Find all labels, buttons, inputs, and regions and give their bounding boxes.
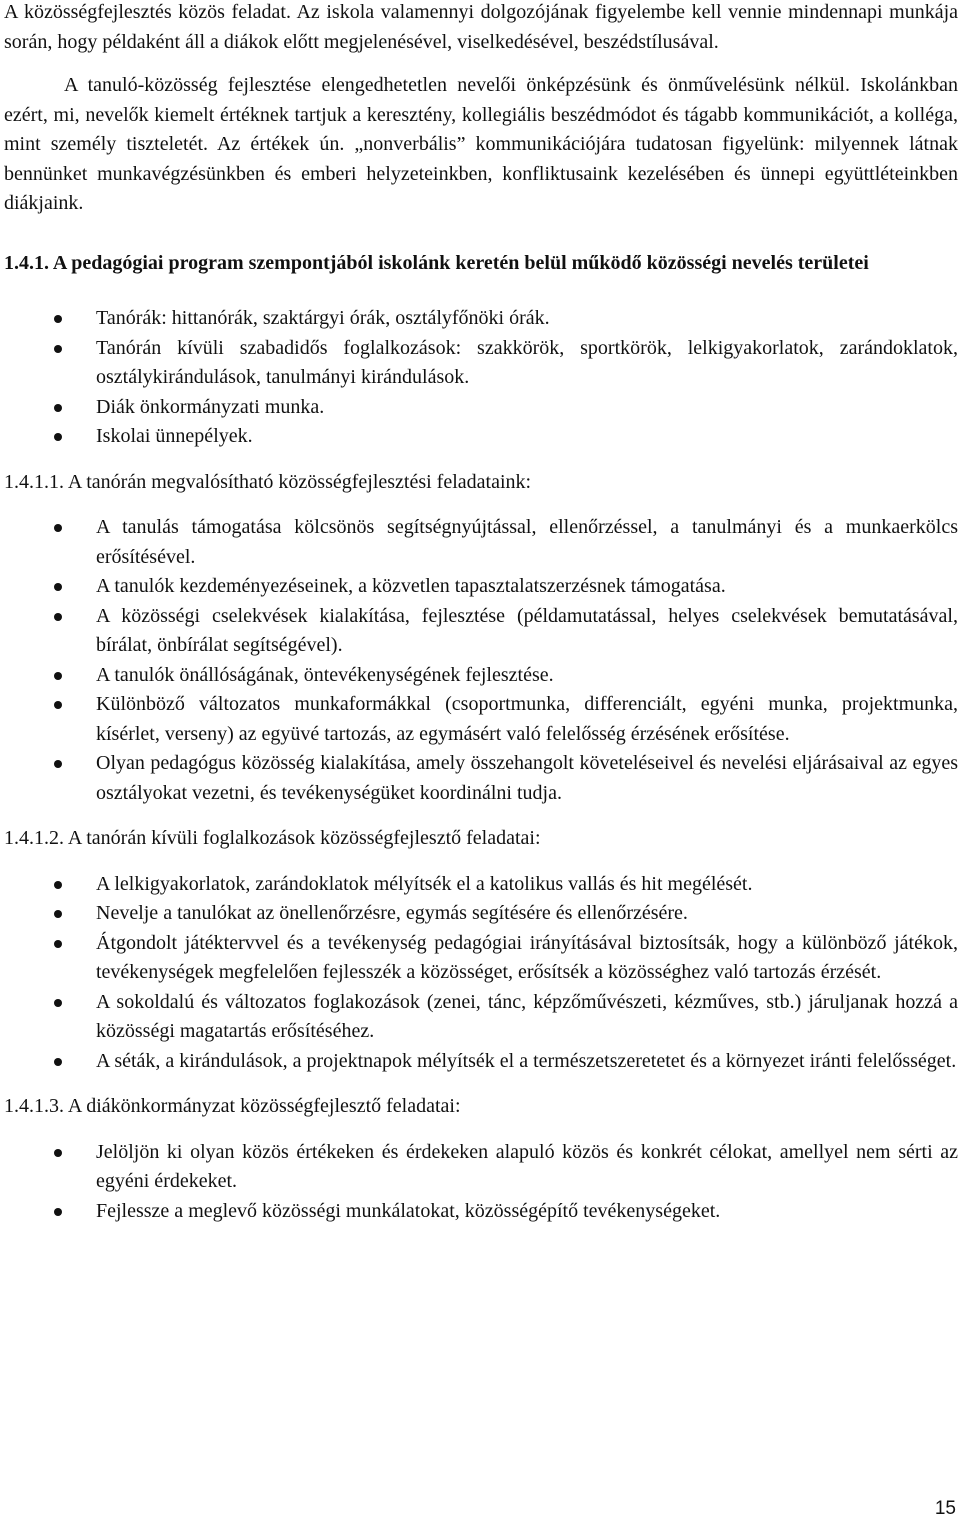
bullet-icon [54, 345, 62, 353]
bullet-icon [54, 1208, 62, 1216]
bullet-icon [54, 613, 62, 621]
spacer [4, 497, 958, 513]
list-item: A tanulás támogatása kölcsönös segítségnyújtással, ellenőrzéssel, a tanulmányi és a munkaerkölcs erősítésével. [4, 513, 958, 572]
subsection-heading-3: 1.4.1.3. A diákönkormányzat közösségfejlesztő feladatai: [4, 1095, 461, 1117]
subsection-list-3 [4, 1138, 958, 1227]
bullet-icon [54, 940, 62, 948]
list-item: Fejlessze a meglevő közösségi munkálatokat, közösségépítő tevékenységeket. [4, 1197, 958, 1227]
list-item: Tanórán kívüli szabadidős foglalkozások: szakkörök, sportkörök, lelkigyakorlatok, zarándoklatok, osztálykirándulások, tanulmányi kirándulások. [4, 334, 958, 393]
spacer [4, 57, 958, 71]
page-number: 15 [934, 1498, 956, 1519]
subsection-heading-1: 1.4.1.1. A tanórán megvalósítható közösségfejlesztési feladataink: [4, 470, 532, 493]
list-item: Különböző változatos munkaformákkal (csoportmunka, differenciált, egyéni munka, projektmunka, kísérlet, verseny) az együvé tartozás, az egymásért való felelősség érzésének erősítése. [4, 690, 958, 749]
list-item: A lelkigyakorlatok, zarándoklatok mélyítsék el a katolikus vallás és hit megélését. [4, 870, 958, 900]
bullet-icon [54, 701, 62, 709]
list-item: Diák önkormányzati munka. [4, 393, 958, 423]
list-item: A séták, a kirándulások, a projektnapok mélyítsék el a természetszeretetet és a környezet iránti felelősséget. [4, 1047, 958, 1077]
paragraph-intro: A közösségfejlesztés közös feladat. Az iskola valamennyi dolgozójának figyelembe kell vennie mindennapi munkája során, hogy példaként áll a diákok előtt megjelenésével, viselkedésével, beszédstílusával. [4, 1, 958, 53]
subsection-list-2 [4, 870, 958, 1077]
bullet-icon [54, 583, 62, 591]
document-body [4, 0, 958, 1226]
subsection-heading-2: 1.4.1.2. A tanórán kívüli foglalkozások közösségfejlesztő feladatai: [4, 827, 541, 849]
spacer [4, 808, 958, 824]
bullet-icon [54, 315, 62, 323]
bullet-icon [54, 999, 62, 1007]
list-item: A tanulók önállóságának, öntevékenységének fejlesztése. [4, 661, 958, 691]
bullet-icon [54, 881, 62, 889]
bullet-icon [54, 760, 62, 768]
section-heading: 1.4.1. A pedagógiai program szempontjából iskolánk keretén belül működő közösségi nevelés területei [4, 251, 869, 274]
list-item: Olyan pedagógus közösség kialakítása, amely összehangolt követeléseivel és nevelési eljárásaival az egyes osztályokat vezetni, és tevékenységüket koordinálni tudja. [4, 749, 958, 808]
bullet-icon [54, 1058, 62, 1066]
spacer [4, 219, 958, 249]
spacer [4, 278, 958, 304]
list-item: A tanulók kezdeményezéseinek, a közvetlen tapasztalatszerzésnek támogatása. [4, 572, 958, 602]
spacer [4, 854, 958, 870]
spacer [4, 452, 958, 468]
spacer [4, 1076, 958, 1092]
bullet-icon [54, 672, 62, 680]
bullet-icon [54, 404, 62, 412]
bullet-icon [54, 433, 62, 441]
list-item: Jelöljön ki olyan közös értékeken és érdekeken alapuló közös és konkrét célokat, amellyel nem sérti az egyéni érdekeket. [4, 1138, 958, 1197]
list-item: Iskolai ünnepélyek. [4, 422, 958, 452]
list-item: A sokoldalú és változatos foglakozások (zenei, tánc, képzőművészeti, kézműves, stb.) járuljanak hozzá a közösségi magatartás erősítéséhez. [4, 988, 958, 1047]
spacer [4, 1122, 958, 1138]
list-item: A közösségi cselekvések kialakítása, fejlesztése (példamutatással, helyes cselekvések bemutatásával, bírálat, önbírálat segítségével). [4, 602, 958, 661]
paragraph-community: A tanuló-közösség fejlesztése elengedhetetlen nevelői önképzésünk és önművelésünk nélkül. Iskolánkban ezért, mi, nevelők kiemelt értéknek tartjuk a keresztény, kollegiális beszédmódot és tágabb kommunikációt, a kolléga, mint személy tiszteletét. Az értékek ún. „nonverbális” kommunikációjára tudatosan figyelünk: milyennek látnak bennünket munkavégzésünkben és emberi helyzeteinkben, konfliktusaink kezelésében és ünnepi együttléteinkben diákjaink. [4, 74, 958, 214]
subsection-list-1 [4, 513, 958, 808]
section-list [4, 304, 958, 452]
bullet-icon [54, 524, 62, 532]
bullet-icon [54, 910, 62, 918]
list-item: Nevelje a tanulókat az önellenőrzésre, egymás segítésére és ellenőrzésére. [4, 899, 958, 929]
bullet-icon [54, 1149, 62, 1157]
list-item: Átgondolt játéktervvel és a tevékenység pedagógiai irányításával biztosítsák, hogy a különböző játékok, tevékenységek megfelelően fejlesszék a közösséget, erősítsék a közösséghez való tartozás érzését. [4, 929, 958, 988]
list-item: Tanórák: hittanórák, szaktárgyi órák, osztályfőnöki órák. [4, 304, 958, 334]
